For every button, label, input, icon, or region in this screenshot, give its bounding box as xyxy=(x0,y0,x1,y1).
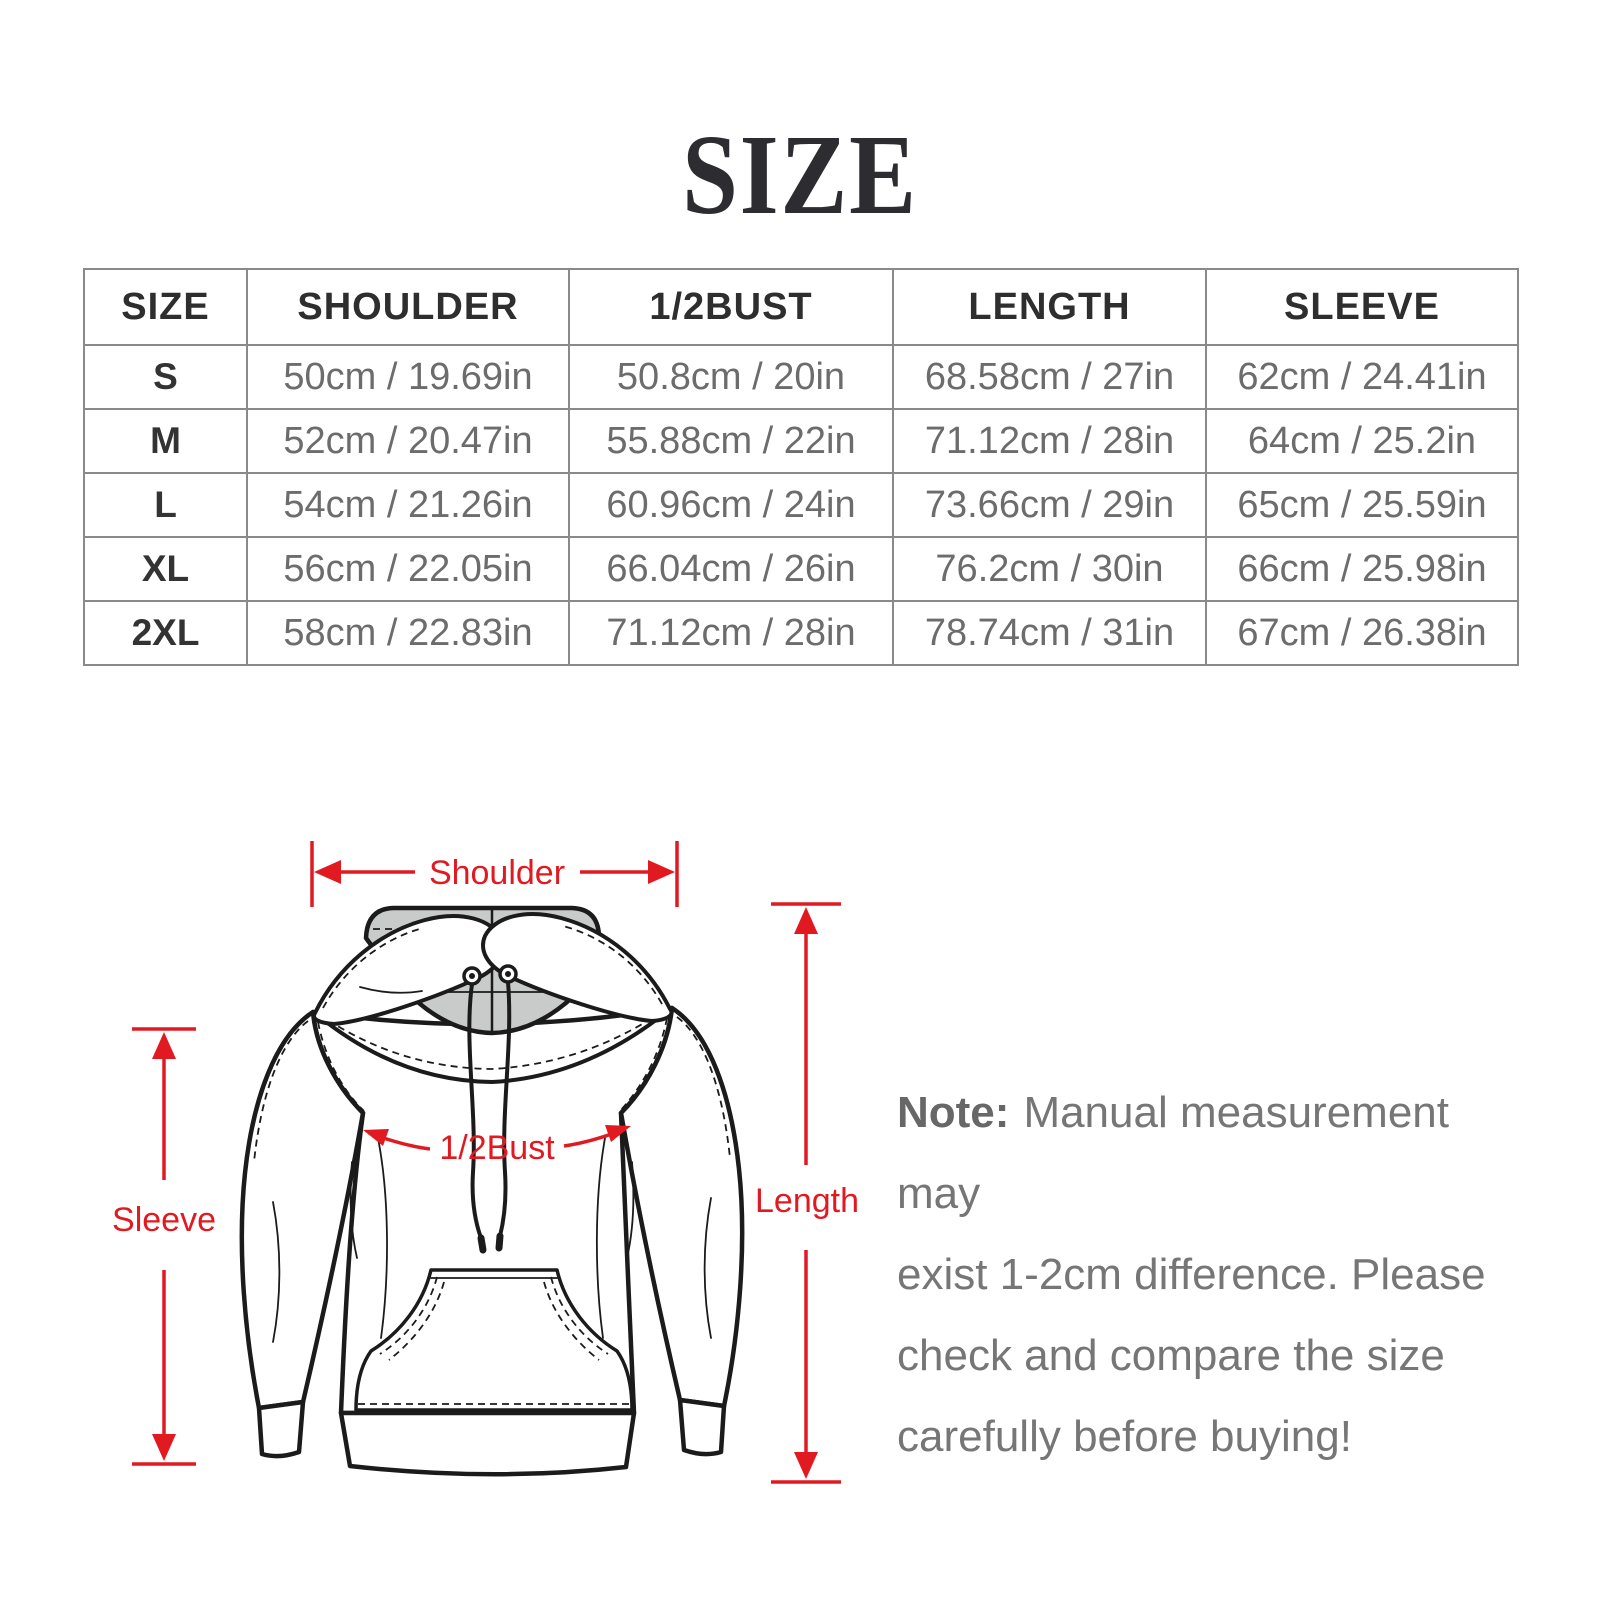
hem-band xyxy=(341,1413,634,1474)
table-cell: 67cm / 26.38in xyxy=(1206,601,1518,665)
table-cell: 56cm / 22.05in xyxy=(247,537,569,601)
row-label: M xyxy=(84,409,247,473)
table-cell: 71.12cm / 28in xyxy=(893,409,1206,473)
table-cell: 78.74cm / 31in xyxy=(893,601,1206,665)
table-cell: 65cm / 25.59in xyxy=(1206,473,1518,537)
row-label: 2XL xyxy=(84,601,247,665)
table-row xyxy=(84,409,1518,473)
table-row xyxy=(84,537,1518,601)
page-title: SIZE xyxy=(682,111,918,238)
table-cell: 54cm / 21.26in xyxy=(247,473,569,537)
table-cell: 58cm / 22.83in xyxy=(247,601,569,665)
note-line: Note: Manual measurement may xyxy=(897,1088,1449,1218)
col-header-length: LENGTH xyxy=(893,269,1206,345)
table-cell: 50cm / 19.69in xyxy=(247,345,569,409)
row-label: S xyxy=(84,345,247,409)
shoulder-label: Shoulder xyxy=(428,854,566,892)
table-cell: 50.8cm / 20in xyxy=(569,345,893,409)
table-cell: 64cm / 25.2in xyxy=(1206,409,1518,473)
table-cell: 71.12cm / 28in xyxy=(569,601,893,665)
col-header-sleeve: SLEEVE xyxy=(1206,269,1518,345)
table-cell: 66cm / 25.98in xyxy=(1206,537,1518,601)
shoulder-dimension xyxy=(312,841,677,907)
halfbust-label: 1/2Bust xyxy=(439,1129,555,1167)
length-label: Length xyxy=(755,1182,859,1220)
note-line: carefully before buying! xyxy=(897,1412,1352,1461)
row-label: L xyxy=(84,473,247,537)
table-cell: 55.88cm / 22in xyxy=(569,409,893,473)
hoodie-measurement-diagram xyxy=(60,780,860,1580)
note-line: exist 1-2cm difference. Please xyxy=(897,1250,1486,1299)
size-table xyxy=(83,268,1519,666)
col-header-halfbust: 1/2BUST xyxy=(569,269,893,345)
table-row xyxy=(84,345,1518,409)
table-cell: 68.58cm / 27in xyxy=(893,345,1206,409)
note-label: Note: xyxy=(897,1088,1010,1137)
table-cell: 66.04cm / 26in xyxy=(569,537,893,601)
row-label: XL xyxy=(84,537,247,601)
table-cell: 76.2cm / 30in xyxy=(893,537,1206,601)
table-row xyxy=(84,601,1518,665)
col-header-size: SIZE xyxy=(84,269,247,345)
sleeve-label: Sleeve xyxy=(112,1201,216,1239)
table-row xyxy=(84,473,1518,537)
sleeve-dimension xyxy=(112,1029,216,1464)
table-cell: 62cm / 24.41in xyxy=(1206,345,1518,409)
note-line: check and compare the size xyxy=(897,1331,1445,1380)
length-dimension xyxy=(755,904,859,1482)
table-cell: 73.66cm / 29in xyxy=(893,473,1206,537)
table-header-row xyxy=(84,269,1518,345)
table-cell: 60.96cm / 24in xyxy=(569,473,893,537)
left-cuff xyxy=(259,1402,303,1456)
col-header-shoulder: SHOULDER xyxy=(247,269,569,345)
table-cell: 52cm / 20.47in xyxy=(247,409,569,473)
measurement-note xyxy=(897,1072,1537,1477)
right-cuff xyxy=(680,1400,724,1454)
